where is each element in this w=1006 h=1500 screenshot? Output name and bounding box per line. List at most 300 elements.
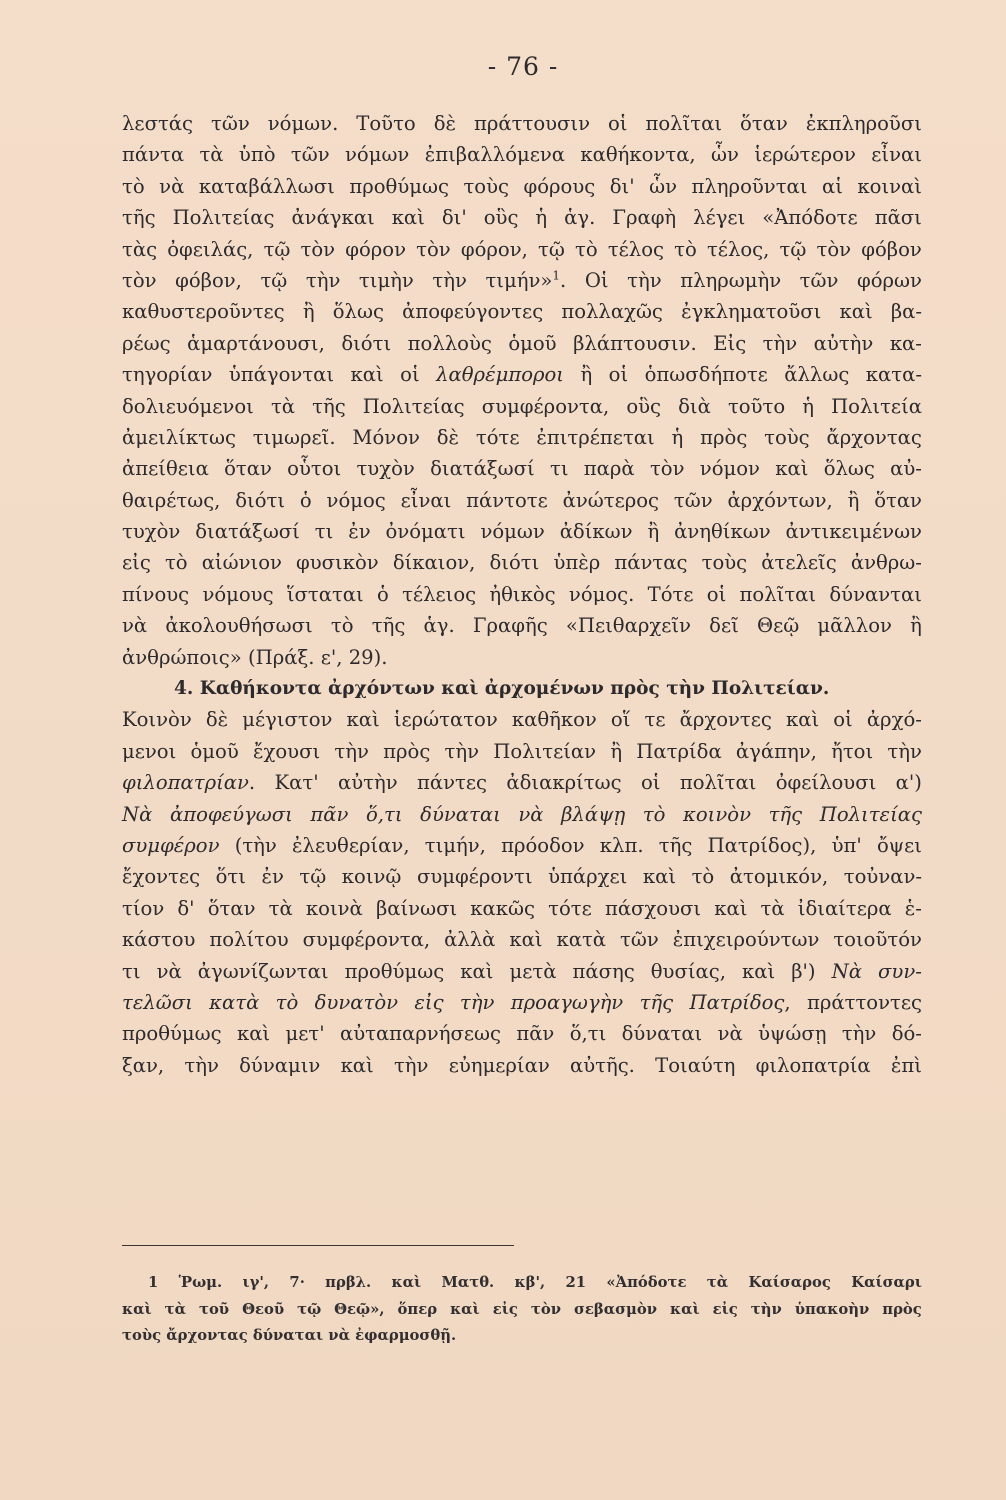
word: τιμήν»$^1$. <box>485 268 567 292</box>
footnote-line <box>122 1270 922 1297</box>
word: τῶν <box>673 488 713 512</box>
text-line <box>122 234 922 265</box>
word: νὰ <box>717 1022 743 1046</box>
word: συν- <box>878 959 922 983</box>
page-number: - 76 - <box>487 52 559 81</box>
word: ἐπιβαλλόμενα <box>424 143 566 167</box>
word: διότι <box>489 551 540 575</box>
text-line <box>122 1050 922 1081</box>
word: οἱ <box>400 363 420 387</box>
text-line <box>122 956 922 987</box>
text-line <box>122 485 922 516</box>
text-line <box>122 202 922 233</box>
word: διατάξωσί <box>195 520 300 544</box>
word: Τοῦτο <box>356 112 416 135</box>
footnote-separator <box>122 1245 514 1246</box>
word: ἀνηθίκων <box>674 520 771 544</box>
word: διατάξωσί <box>430 457 535 481</box>
word: καὶ <box>340 1053 374 1077</box>
word: διότι <box>235 488 286 512</box>
word: συμφέροντα, <box>481 394 610 418</box>
word: πάσης <box>572 959 635 983</box>
text-line <box>122 830 922 861</box>
word: πᾶσι <box>874 206 922 230</box>
footnote-line <box>122 1297 922 1324</box>
word: πληρωμὴν <box>680 268 782 292</box>
word: οὓς <box>483 206 519 230</box>
word: αὐταπαρνήσεως <box>339 1022 501 1046</box>
word: εὐημερίαν <box>448 1053 550 1077</box>
word: κάστου <box>122 928 196 952</box>
word: Πολιτείας <box>172 206 275 230</box>
word: παρὰ <box>583 457 635 481</box>
word: τῶν <box>211 112 250 135</box>
word: πάντας <box>614 551 688 575</box>
word: 7· <box>289 1274 305 1291</box>
word: πρβλ. <box>325 1274 372 1291</box>
word: τὰ <box>270 394 296 418</box>
word: τῷ <box>297 1300 322 1318</box>
word: εἰς <box>712 1300 738 1318</box>
word: ἔχουσι <box>253 739 321 763</box>
word: Κατ' <box>274 771 319 795</box>
word: αὐτὴν <box>813 331 874 355</box>
word: ἢ <box>910 614 922 638</box>
word: τῆς <box>312 394 346 418</box>
word: θυσίας, <box>650 959 726 983</box>
word: φόρον <box>345 237 407 261</box>
word: οὗτοι <box>287 457 342 481</box>
word: βα- <box>890 300 922 324</box>
word: ἐπιτρέπεται <box>536 425 655 449</box>
footnote-line: τοὺς ἄρχοντας δύναται νὰ ἐφαρμοσθῇ. <box>122 1327 457 1344</box>
word: πρὸς <box>882 1300 922 1318</box>
word: πρόοδον <box>501 833 585 857</box>
word: καὶ <box>450 1300 480 1318</box>
word: καὶ <box>669 1300 700 1318</box>
word: ἀδιακρίτως <box>506 771 622 795</box>
word: τὴν <box>887 739 922 763</box>
word: ἀτομικόν, <box>729 865 829 889</box>
word: καὶ <box>460 959 494 983</box>
word: ὅταν <box>207 896 256 920</box>
word: βλάπτουσιν. <box>573 331 697 355</box>
text-line <box>122 610 922 641</box>
word: νόμων <box>480 520 545 544</box>
word: αὐτῆς. <box>569 1053 635 1077</box>
word: ἀγωνίζωνται <box>197 959 329 983</box>
word: τῆς <box>658 833 693 857</box>
word: νὰ <box>159 174 185 198</box>
text-line <box>122 391 922 422</box>
word: τὴν <box>841 1022 877 1046</box>
word: φόβον <box>861 237 922 261</box>
word: καὶ <box>346 708 380 732</box>
word: Οἱ <box>584 268 609 292</box>
word: ὑψώσῃ <box>758 1022 827 1046</box>
word: τότε <box>548 896 592 920</box>
word: καὶ <box>642 865 677 889</box>
word: νὰ <box>156 959 182 983</box>
word: εἰς <box>414 990 444 1014</box>
word: τὸν <box>649 457 685 481</box>
word: δεῖ <box>709 614 739 638</box>
word: προαγωγὴν <box>510 990 624 1014</box>
text-line <box>122 108 922 139</box>
word: καθήκοντα, <box>580 143 696 167</box>
word: δύνανται <box>829 582 922 606</box>
word: τὰ <box>164 1300 186 1318</box>
word: φόβον, <box>175 268 242 292</box>
word: ἐν <box>348 520 371 544</box>
text-line <box>122 296 922 327</box>
word: δύναται <box>420 802 501 826</box>
text-line <box>122 422 922 453</box>
text-line <box>122 704 922 735</box>
word: θαιρέτως, <box>122 488 221 512</box>
text-line <box>122 642 922 673</box>
word: ἤτοι <box>831 739 874 763</box>
word: τι <box>314 520 334 544</box>
word: 21 <box>565 1274 587 1291</box>
word: εἶναι <box>871 143 922 167</box>
word: τὸ <box>642 802 666 826</box>
word: ἠθικὸς <box>489 582 556 606</box>
word: ἀνώτερος <box>562 488 660 512</box>
word: νὰ <box>122 614 148 638</box>
word: ἄρχοντες <box>679 708 772 732</box>
word: οἵ <box>610 708 631 732</box>
word: ὀφειλάς, <box>167 237 254 261</box>
word: «Ἀπόδοτε <box>762 206 858 230</box>
word: πολίτου <box>209 928 289 952</box>
word: τὰς <box>122 237 158 261</box>
word: νόμος <box>326 488 386 512</box>
word: τελῶσι <box>122 990 193 1014</box>
word: Πατρίδος), <box>707 833 817 857</box>
word: ὧν <box>711 143 739 167</box>
word: πολῖται <box>739 582 817 606</box>
word: λεστάς <box>122 112 193 135</box>
text-line <box>122 139 922 170</box>
word: τὸ <box>575 237 598 261</box>
word: ιγ', <box>242 1274 270 1291</box>
word: ἱερώτερον <box>754 143 856 167</box>
word: πρὸς <box>700 425 748 449</box>
word: τῷ <box>260 268 288 292</box>
word: ὑπὸ <box>238 143 276 167</box>
word: λαθρέμποροι <box>436 363 564 387</box>
word: πολλαχῶς <box>561 300 663 324</box>
word: μετ' <box>285 1022 325 1046</box>
word: οἱ <box>608 112 628 135</box>
word: ἡ <box>802 394 814 418</box>
word: Πατρίδος, <box>689 990 791 1014</box>
word: τὴν <box>184 1053 219 1077</box>
word: τὸν <box>300 237 336 261</box>
word: ἀποφεύγοντες <box>402 300 544 324</box>
word: τῷ <box>263 237 291 261</box>
word: καὶ <box>122 1300 152 1318</box>
word: τίον <box>122 896 165 920</box>
word: τοὐναν- <box>843 865 922 889</box>
word: τὸν <box>416 237 451 261</box>
word: διὰ <box>678 394 711 418</box>
word: καθῆκον <box>511 708 597 732</box>
word: ἐλευθερίαν, <box>292 833 410 857</box>
word: πράττουσιν <box>474 112 591 135</box>
word: κατὰ <box>556 928 607 952</box>
word: τὸν <box>530 1300 561 1318</box>
word: δὲ <box>205 708 229 732</box>
word: τὸ <box>275 990 299 1014</box>
word: λέγει <box>693 206 746 230</box>
word: ἢ <box>847 488 860 512</box>
word: τῷ <box>538 237 565 261</box>
word: ὁπωσδήποτε <box>644 363 768 387</box>
word: α') <box>895 771 922 795</box>
word: συμφέροντα, <box>302 928 431 952</box>
text-line <box>122 893 922 924</box>
word: ἁγ. <box>423 614 455 638</box>
word: κατα- <box>865 363 922 387</box>
word: τὴν <box>432 268 467 292</box>
word: ὑπὲρ <box>553 551 601 575</box>
word: φόρους <box>523 174 596 198</box>
word: νόμος. <box>568 582 635 606</box>
word: εἶναι <box>400 488 452 512</box>
word: τῆς <box>371 614 406 638</box>
word: ξαν, <box>122 1053 165 1077</box>
word: ἄρχοντας <box>826 425 922 449</box>
word: ἀρχόντων, <box>727 488 833 512</box>
word: Πολιτείας <box>362 394 465 418</box>
word: ὅτι <box>215 865 246 889</box>
word: βαίνωσι <box>375 896 458 920</box>
word: ὁ <box>299 488 312 512</box>
word: μετὰ <box>509 959 557 983</box>
word: δύναται <box>621 1022 703 1046</box>
text-line <box>122 328 922 359</box>
word: τὴν <box>393 1053 429 1077</box>
word: τι <box>122 959 141 983</box>
word: τοὺς <box>764 425 810 449</box>
word: καθυστεροῦντες <box>122 300 285 324</box>
word: Πολιτείας <box>819 802 922 826</box>
word: ρέως <box>122 331 171 355</box>
word: τὴν <box>305 268 341 292</box>
word: ἀκολουθήσωσι <box>165 614 313 638</box>
word: ἀρχό- <box>866 708 922 732</box>
word: πληροῦνται <box>691 174 808 198</box>
word: ὧν <box>649 174 677 198</box>
word: κα- <box>889 331 922 355</box>
word: Θεοῦ <box>242 1300 285 1318</box>
word: ἰδιαίτερα <box>797 896 892 920</box>
word: ὁμοῦ <box>508 331 557 355</box>
word: κοινὸν <box>683 802 751 826</box>
word: τὸ <box>164 551 188 575</box>
word: οἱ <box>706 582 727 606</box>
word: νόμων <box>345 143 410 167</box>
word: μέγιστον <box>242 708 333 732</box>
word: μᾶλλον <box>817 614 892 638</box>
word: φιλοπατρίαν. <box>122 771 256 795</box>
word: β') <box>791 959 816 983</box>
word: τοὺς <box>463 174 509 198</box>
word: προθύμως <box>122 1022 222 1046</box>
word: νόμον <box>699 457 760 481</box>
word: συμφέροντι <box>416 865 533 889</box>
word: (τὴν <box>234 833 277 857</box>
word: οἱ <box>640 771 661 795</box>
word: ἢ <box>580 363 593 387</box>
word: ἀνάγκαι <box>291 206 375 230</box>
word: αἱ <box>821 174 843 198</box>
word: τηγορίαν <box>122 363 213 387</box>
word: ἀποφεύγωσι <box>169 802 293 826</box>
word: ἐκπληροῦσι <box>805 112 922 135</box>
word: ὀνόματι <box>385 520 466 544</box>
word: τὸ <box>674 237 697 261</box>
word: Μόνον <box>352 425 420 449</box>
word: ἀπείθεια <box>122 457 209 481</box>
word: συμφέρον <box>122 833 220 857</box>
word: τε <box>644 708 666 732</box>
word: ἱερώτατον <box>393 708 498 732</box>
word: ἔχοντες <box>122 865 201 889</box>
word: τυχὸν <box>122 520 181 544</box>
word: Καίσαρος <box>748 1274 831 1291</box>
text-segment: 4. Καθήκοντα ἀρχόντων καὶ ἀρχομένων πρὸς τὴν Πολιτείαν. <box>174 678 830 700</box>
word: τὴν <box>762 331 798 355</box>
word: τὴν <box>334 739 369 763</box>
word: ἑ- <box>904 896 922 920</box>
word: τοὺς <box>701 551 748 575</box>
word: τότε <box>475 425 520 449</box>
word: κοιναὶ <box>857 174 922 198</box>
word: κβ', <box>514 1274 546 1291</box>
word: αὐτὴν <box>338 771 398 795</box>
word: πᾶν <box>516 1022 555 1046</box>
word: 1 <box>148 1274 159 1291</box>
word: νόμων. <box>267 112 339 135</box>
word: ἡ <box>535 206 548 230</box>
footnote-reference: 1 <box>552 268 561 283</box>
word: Ῥωμ. <box>178 1274 223 1291</box>
word: ὁμοῦ <box>190 739 239 763</box>
word: τὰ <box>706 1274 729 1291</box>
word: ὀφείλουσι <box>775 771 877 795</box>
word: ἀμειλίκτως <box>122 425 236 449</box>
word: ἁμαρτάνουσι, <box>187 331 325 355</box>
word: κοινὰ <box>305 896 363 920</box>
word: καὶ <box>391 1274 422 1291</box>
text-line <box>122 265 922 296</box>
word: τῆς <box>639 990 674 1014</box>
word: Νὰ <box>122 802 153 826</box>
word: τέλος, <box>706 237 770 261</box>
word: τι <box>549 457 569 481</box>
word: τὴν <box>627 268 662 292</box>
word: Πολιτεία <box>831 394 922 418</box>
word: καὶ <box>775 457 809 481</box>
text-line <box>122 1018 922 1049</box>
word: καὶ <box>509 928 543 952</box>
text-line <box>122 547 922 578</box>
word: τιμὴν <box>358 268 414 292</box>
word: δ' <box>177 896 195 920</box>
word: κλπ. <box>599 833 644 857</box>
text-line <box>122 673 922 704</box>
word: ὅπερ <box>397 1300 438 1318</box>
word: φόρων <box>856 268 922 292</box>
word: πάντα <box>122 143 185 167</box>
word: Τότε <box>647 582 694 606</box>
word: τῆς <box>768 802 803 826</box>
word: ἐπιχειρούντων <box>672 928 820 952</box>
word: Θεῷ <box>757 614 800 638</box>
word: ἐπὶ <box>890 1053 922 1077</box>
word: τῷ <box>779 237 807 261</box>
word: φυσικὸν <box>296 551 379 575</box>
word: καταβάλλωσι <box>198 174 335 198</box>
word: κατὰ <box>209 990 260 1014</box>
word: σεβασμὸν <box>573 1300 657 1318</box>
word: καὶ <box>741 959 776 983</box>
word: ἡ <box>671 425 684 449</box>
word: ὅταν <box>224 457 272 481</box>
word: διότι <box>341 331 392 355</box>
word: Γραφῆς <box>472 614 548 638</box>
word: δίκαιον, <box>392 551 476 575</box>
word: τὸ <box>691 865 715 889</box>
word: τὸ <box>122 174 145 198</box>
word: δὲ <box>433 112 457 135</box>
word: ἀδίκων <box>559 520 633 544</box>
word: δὲ <box>436 425 460 449</box>
word: εἰς <box>122 551 151 575</box>
word: πολῖται <box>679 771 757 795</box>
word: ὑπάγονται <box>228 363 335 387</box>
word: πᾶν <box>310 802 349 826</box>
text-line <box>122 861 922 892</box>
word: ὑπάρχει <box>548 865 628 889</box>
word: ὁ <box>377 582 389 606</box>
word: κοινῷ <box>341 865 402 889</box>
text-line <box>122 453 922 484</box>
word: Ματθ. <box>441 1274 495 1291</box>
word: τὸν <box>122 268 157 292</box>
word: ἀνθρω- <box>850 551 922 575</box>
word: ὅ,τι <box>569 1022 607 1046</box>
word: τέλος <box>607 237 664 261</box>
word: ἁγ. <box>564 206 596 230</box>
text-line <box>122 171 922 202</box>
word: φιλοπατρία <box>755 1053 871 1077</box>
word: τοῦτο <box>727 394 786 418</box>
word: Πολιτείαν <box>493 739 597 763</box>
word: ὅλως <box>332 300 384 324</box>
text-line <box>122 516 922 547</box>
word: ἀτελεῖς <box>761 551 837 575</box>
word: ἀγάπην, <box>735 739 817 763</box>
word: ὅταν <box>874 488 922 512</box>
word: πράττοντες <box>807 990 922 1014</box>
word: αὐ- <box>890 457 922 481</box>
word: ὅταν <box>740 112 788 135</box>
word: «Ἀπόδοτε <box>606 1274 687 1291</box>
